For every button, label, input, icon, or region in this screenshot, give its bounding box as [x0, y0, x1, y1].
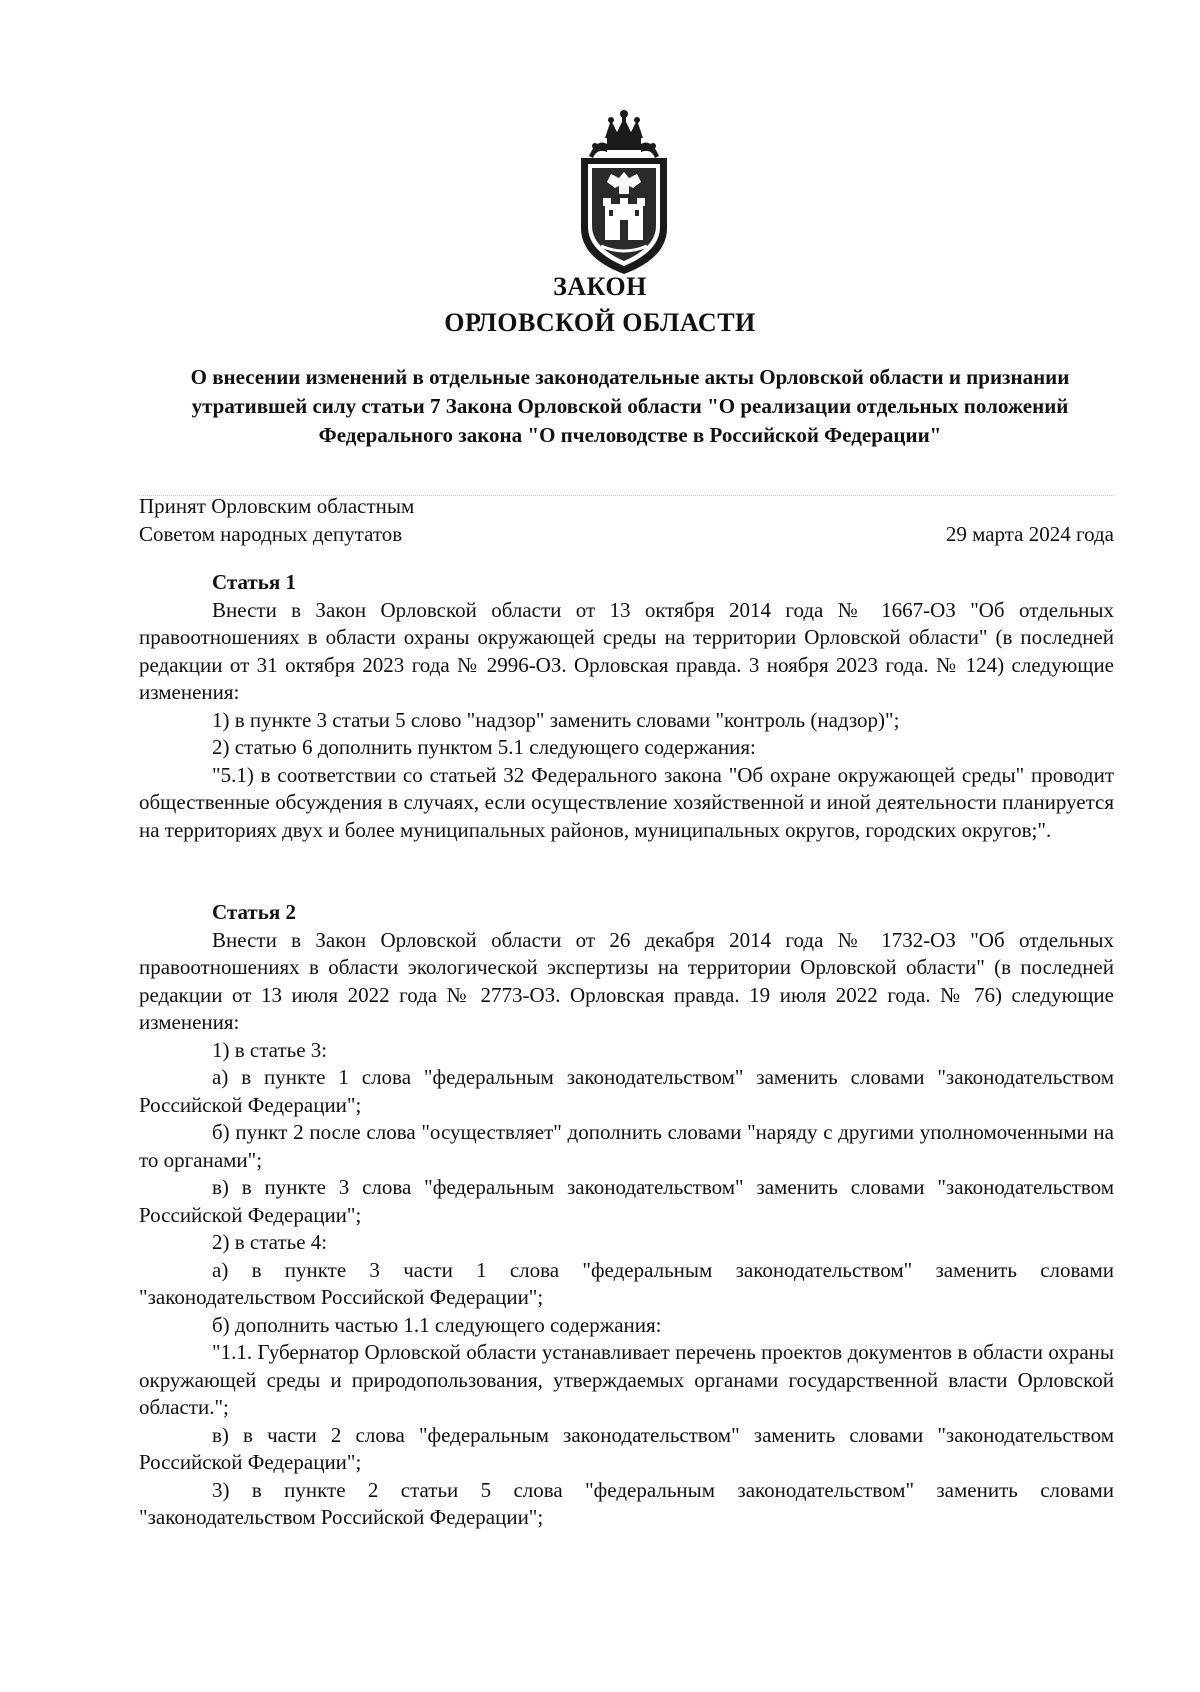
article-2-paragraph: в) в пункте 3 слова "федеральным законодательством" заменить словами "законодательством Российской Федерации"; — [139, 1175, 1114, 1227]
article-2-paragraph: б) пункт 2 после слова "осуществляет" дополнить словами "наряду с другими уполномоченными на то органами"; — [139, 1120, 1114, 1172]
article-1-heading: Статья 1 — [212, 570, 296, 594]
article-1-paragraph: Внести в Закон Орловской области от 13 октября 2014 года № 1667-ОЗ "Об отдельных правоотношениях в области охраны окружающей среды на территории Орловской области" (в последней редакции от 31 октября 2023 года № 2996-ОЗ. Орловская правда. 3 ноября 2023 года. № 124) следующие изменения: — [139, 597, 1114, 704]
law-title: ЗАКОН — [553, 272, 647, 301]
article-2-paragraph: 3) в пункте 2 статьи 5 слова "федеральным законодательством" заменить словами "законодательством Российской Федерации"; — [139, 1477, 1114, 1529]
adoption-block — [139, 492, 414, 548]
adoption-line-2: Советом народных депутатов — [139, 522, 403, 546]
law-subtitle: О внесении изменений в отдельные законодательные акты Орловской области и признании утратившей силу статьи 7 Закона Орловской области "О реализации отдельных положений Федерального закона "О пчеловодстве в Российской Федерации" — [190, 365, 1070, 447]
article-2-paragraph: а) в пункте 1 слова "федеральным законодательством" заменить словами "законодательством Российской Федерации"; — [139, 1065, 1114, 1117]
article-2-paragraph: в) в части 2 слова "федеральным законодательством" заменить словами "законодательством Российской Федерации"; — [139, 1422, 1114, 1474]
article-2-paragraph: Внести в Закон Орловской области от 26 декабря 2014 года № 1732-ОЗ "Об отдельных правоотношениях в области экологической экспертизы на территории Орловской области" (в последней редакции от 13 июля 2022 года № 2773-ОЗ. Орловская правда. 19 июля 2022 года. № 76) следующие изменения: — [139, 927, 1114, 1034]
article-1-paragraph: "5.1) в соответствии со статьей 32 Федерального закона "Об охране окружающей среды" проводит общественные обсуждения в случаях, если осуществление хозяйственной и иной деятельности планируется на территориях двух и более муниципальных районов, муниципальных округов, городских округов;". — [139, 762, 1114, 842]
article-1 — [139, 569, 1114, 844]
article-2-heading: Статья 2 — [212, 900, 296, 924]
article-1-paragraph: 2) статью 6 дополнить пунктом 5.1 следующего содержания: — [212, 735, 756, 759]
adoption-line-1: Принят Орловским областным — [139, 494, 415, 518]
article-2-paragraph: 2) в статье 4: — [212, 1230, 328, 1254]
article-2-paragraph: а) в пункте 3 части 1 слова "федеральным законодательством" заменить словами "законодательством Российской Федерации"; — [139, 1257, 1114, 1309]
article-1-paragraph: 1) в пункте 3 статьи 5 слово "надзор" заменить словами "контроль (надзор)"; — [212, 707, 900, 732]
law-region-title: ОРЛОВСКОЙ ОБЛАСТИ — [444, 308, 756, 337]
adoption-date: 29 марта 2024 года — [945, 522, 1114, 546]
article-2-paragraph: б) дополнить частью 1.1 следующего содержания: — [212, 1312, 662, 1337]
article-2 — [139, 899, 1114, 1532]
article-2-paragraph: 1) в статье 3: — [212, 1037, 328, 1062]
coat-of-arms-icon — [567, 108, 681, 278]
article-2-paragraph: "1.1. Губернатор Орловской области устанавливает перечень проектов документов в области охраны окружающей среды и природопользования, утверждаемых органами государственной власти Орловской области."; — [139, 1340, 1114, 1419]
